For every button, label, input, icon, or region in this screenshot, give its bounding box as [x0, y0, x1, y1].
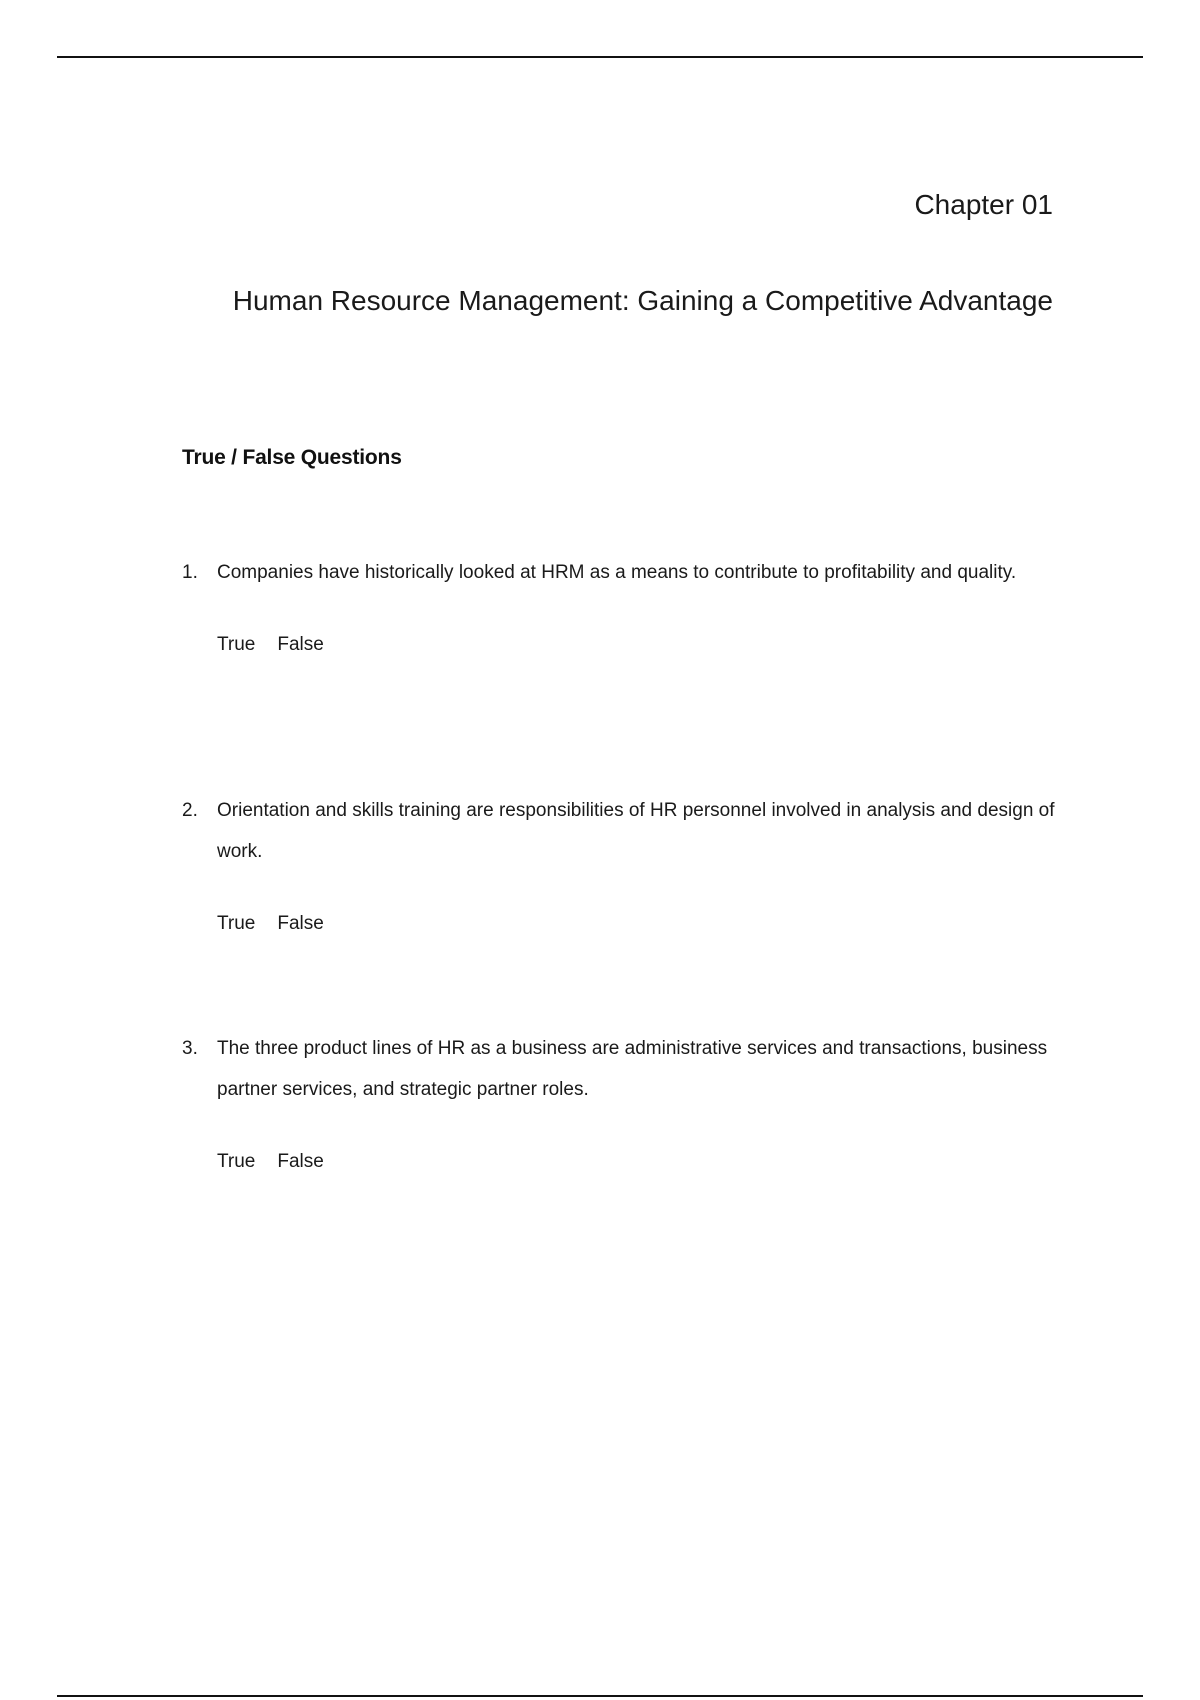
page-title: Human Resource Management: Gaining a Competitive Advantage — [232, 285, 1053, 316]
question-3 — [182, 1028, 1062, 1174]
question-text: The three product lines of HR as a business are administrative services and transactions, business partner services, and strategic partner roles. — [217, 1038, 1048, 1100]
question-number: 1. — [182, 562, 198, 583]
question-2 — [182, 790, 1062, 936]
top-rule — [57, 56, 1143, 58]
question-number: 2. — [182, 800, 198, 821]
question-1 — [182, 552, 1062, 657]
option-false[interactable]: False — [277, 913, 324, 934]
bottom-rule — [57, 1695, 1143, 1697]
question-text: Companies have historically looked at HRM as a means to contribute to profitability and quality. — [217, 562, 1017, 583]
option-false[interactable]: False — [277, 634, 324, 655]
section-heading: True / False Questions — [182, 446, 402, 469]
answer-options — [217, 912, 1062, 936]
answer-options — [217, 1150, 1062, 1174]
chapter-label: Chapter 01 — [914, 189, 1053, 220]
question-text: Orientation and skills training are responsibilities of HR personnel involved in analysis and design of work. — [217, 800, 1055, 862]
option-true[interactable]: True — [217, 913, 256, 934]
option-true[interactable]: True — [217, 634, 256, 655]
option-false[interactable]: False — [277, 1151, 324, 1172]
question-number: 3. — [182, 1038, 198, 1059]
option-true[interactable]: True — [217, 1151, 256, 1172]
answer-options — [217, 633, 1062, 657]
